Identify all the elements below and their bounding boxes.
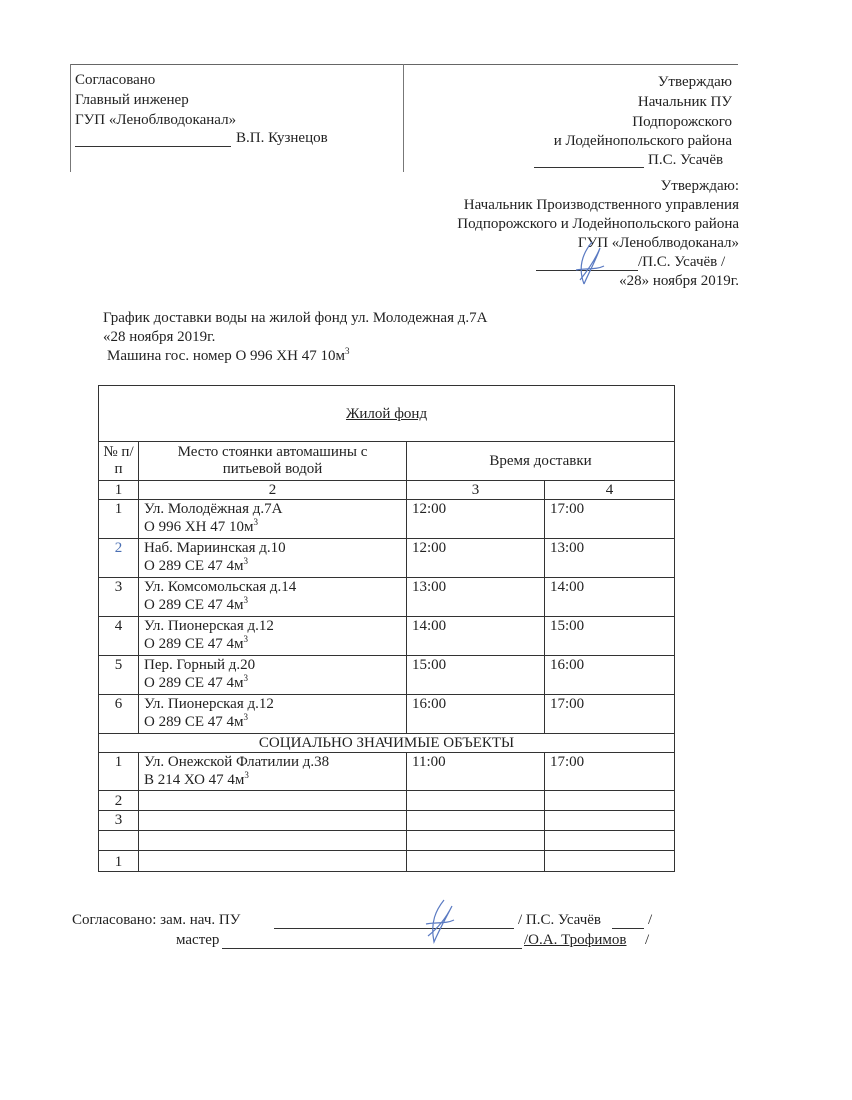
district-line-2: и Лодейнопольского района	[553, 133, 732, 149]
row-num: 1	[99, 851, 139, 872]
section-title: Жилой фонд	[99, 386, 675, 442]
approval-date: «28» ноября 2019г.	[619, 273, 739, 289]
footer-master-name: /О.А. Трофимов	[524, 932, 627, 948]
table-row	[99, 539, 675, 578]
row-place: Ул. Комсомольская д.14 О 289 СЕ 47 $4м^3$	[139, 578, 407, 617]
head-title: Начальник ПУ	[637, 94, 732, 110]
row-place-empty	[139, 831, 407, 851]
row-time-end: 15:00	[545, 617, 675, 656]
footer-agreed-label: Согласовано: зам. нач. ПУ	[72, 912, 241, 928]
row-num: 2	[99, 791, 139, 811]
schedule-date: «28 ноября 2019г.	[103, 329, 216, 345]
table-row	[99, 753, 675, 791]
delivery-schedule-table	[98, 385, 675, 872]
agreed-label: Согласовано	[75, 72, 156, 88]
col-header-num: № п/п	[99, 442, 139, 481]
col-number-2: 2	[139, 481, 407, 500]
col-header-place: Место стоянки автомашины с питьевой водой	[139, 442, 407, 481]
social-section-title: СОЦИАЛЬНО ЗНАЧИМЫЕ ОБЪЕКТЫ	[99, 734, 675, 753]
chief-engineer-name: В.П. Кузнецов	[236, 130, 328, 146]
row-time-end: 16:00	[545, 656, 675, 695]
row-time-start: 14:00	[407, 617, 545, 656]
approval-label: Утверждаю:	[660, 178, 739, 194]
row-time-end: 17:00	[545, 500, 675, 539]
vehicle-number: Машина гос. номер О 996 ХН 47 $10м^3$	[107, 346, 350, 364]
row-time-empty	[407, 831, 545, 851]
signature-mark	[570, 240, 610, 290]
signature-line-right	[534, 167, 644, 168]
social-section-row	[99, 734, 675, 753]
footer-deputy-name: / П.С. Усачёв	[518, 912, 602, 928]
row-time-empty	[545, 811, 675, 831]
row-time-end: 17:00	[545, 695, 675, 734]
table-row-empty	[99, 831, 675, 851]
row-time-empty	[407, 851, 545, 872]
row-num: 5	[99, 656, 139, 695]
row-place: Ул. Пионерская д.12 О 289 СЕ 47 $4м^3$	[139, 695, 407, 734]
row-num: 4	[99, 617, 139, 656]
table-row	[99, 656, 675, 695]
table-row-empty	[99, 851, 675, 872]
row-time-start: 16:00	[407, 695, 545, 734]
row-time-start: 13:00	[407, 578, 545, 617]
row-time-end: 13:00	[545, 539, 675, 578]
col-number-3: 3	[407, 481, 545, 500]
row-time-start: 12:00	[407, 539, 545, 578]
approve-label: Утверждаю	[657, 74, 732, 90]
header-left-border	[70, 64, 71, 172]
row-time-empty	[545, 791, 675, 811]
row-time-end: 14:00	[545, 578, 675, 617]
section-title-row	[99, 386, 675, 442]
table-row	[99, 500, 675, 539]
row-num: 3	[99, 578, 139, 617]
table-row	[99, 617, 675, 656]
schedule-title: График доставки воды на жилой фонд ул. Молодежная д.7А	[103, 310, 488, 326]
footer-signature-mark	[420, 898, 460, 946]
col-number-1: 1	[99, 481, 139, 500]
table-row	[99, 695, 675, 734]
approval-name: /П.С. Усачёв /	[638, 254, 726, 270]
approval-organization: ГУП «Леноблводоканал»	[577, 235, 739, 251]
footer-signature-line-1	[274, 928, 514, 929]
column-number-row	[99, 481, 675, 500]
footer-signature-line-2	[222, 948, 522, 949]
row-place: Наб. Мариинская д.10 О 289 СЕ 47 $4м^3$	[139, 539, 407, 578]
row-num: 3	[99, 811, 139, 831]
head-name: П.С. Усачёв	[648, 152, 724, 168]
row-place-empty	[139, 851, 407, 872]
organization-name: ГУП «Леноблводоканал»	[75, 112, 237, 128]
footer-name-underline-1	[612, 928, 644, 929]
row-time-empty	[407, 791, 545, 811]
row-time-start: 15:00	[407, 656, 545, 695]
row-place: Ул. Онежской Флатилии д.38 В 214 ХО 47 $4м^3$	[139, 753, 407, 791]
col-header-time: Время доставки	[407, 442, 675, 481]
row-num: 6	[99, 695, 139, 734]
row-num: 2	[99, 539, 139, 578]
row-num-empty	[99, 831, 139, 851]
row-time-empty	[407, 811, 545, 831]
footer-master-label: мастер	[176, 932, 220, 948]
row-place-empty	[139, 791, 407, 811]
row-place-empty	[139, 811, 407, 831]
row-time-empty	[545, 851, 675, 872]
header-divider	[403, 64, 404, 172]
row-time-end: 17:00	[545, 753, 675, 791]
table-row-empty	[99, 791, 675, 811]
header-top-border	[70, 64, 738, 65]
header-row	[99, 442, 675, 481]
chief-engineer-title: Главный инженер	[75, 92, 189, 108]
district-line: Подпорожского	[632, 114, 732, 130]
row-place: Ул. Пионерская д.12 О 289 СЕ 47 $4м^3$	[139, 617, 407, 656]
row-place: Пер. Горный д.20 О 289 СЕ 47 $4м^3$	[139, 656, 407, 695]
row-time-start: 12:00	[407, 500, 545, 539]
table-row	[99, 578, 675, 617]
row-time-empty	[545, 831, 675, 851]
signature-line-left	[75, 146, 231, 147]
footer-slash-2: /	[645, 932, 650, 948]
row-num: 1	[99, 500, 139, 539]
col-number-4: 4	[545, 481, 675, 500]
row-num: 1	[99, 753, 139, 791]
row-place: Ул. Молодёжная д.7А О 996 ХН 47 $10м^3$	[139, 500, 407, 539]
footer-slash-1: /	[648, 912, 653, 928]
approval-title: Начальник Производственного управления	[463, 197, 739, 213]
row-time-start: 11:00	[407, 753, 545, 791]
approval-district: Подпорожского и Лодейнопольского района	[457, 216, 739, 232]
table-row-empty	[99, 811, 675, 831]
